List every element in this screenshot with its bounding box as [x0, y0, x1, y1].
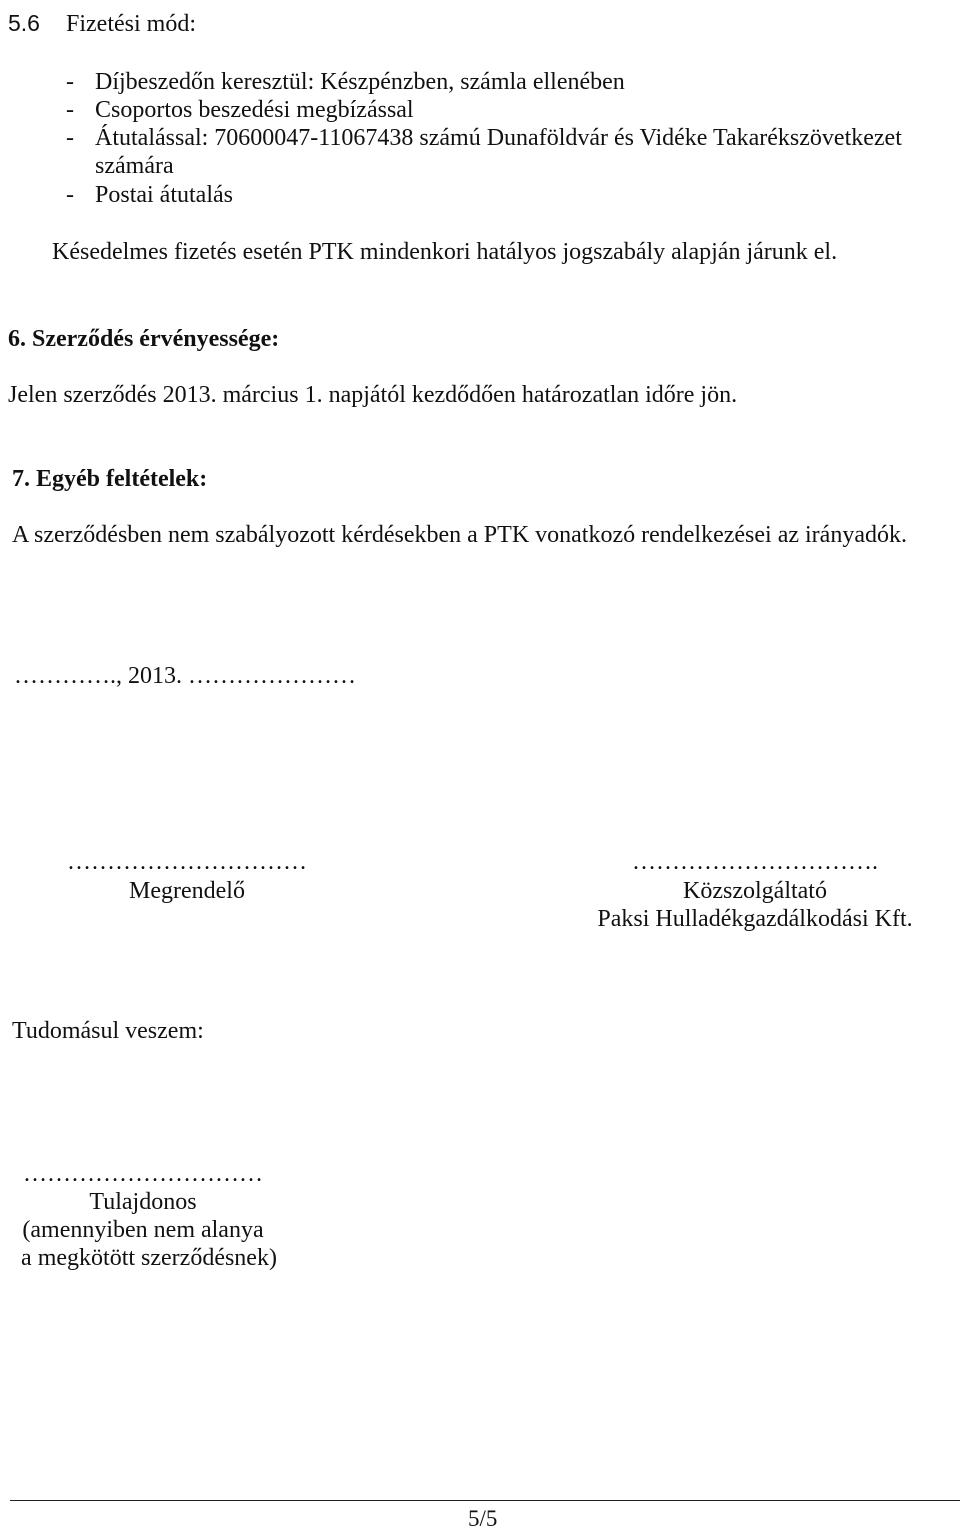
section-text: A szerződésben nem szabályozott kérdésekben a PTK vonatkozó rendelkezései az irányadók.: [12, 522, 907, 548]
signature-dots: …………………………: [67, 849, 307, 875]
signature-label: Megrendelő: [129, 878, 245, 904]
page-number: 5/5: [468, 1506, 498, 1531]
list-item: Díjbeszedőn keresztül: Készpénzben, számla ellenében: [95, 69, 625, 95]
acknowledgement-label: Tudomásul veszem:: [12, 1018, 204, 1044]
list-bullet: -: [66, 125, 74, 151]
signature-dots: ………………………….: [632, 849, 878, 875]
signature-dots: …………………………: [23, 1161, 263, 1187]
section-heading: 6. Szerződés érvényessége:: [8, 326, 280, 352]
list-bullet: -: [66, 69, 74, 95]
section-title: Fizetési mód:: [66, 11, 196, 37]
section-text: Jelen szerződés 2013. március 1. napjától kezdődően határozatlan időre jön.: [8, 382, 738, 408]
section-heading: 7. Egyéb feltételek:: [12, 466, 208, 492]
signature-note: a megkötött szerződésnek): [21, 1245, 277, 1271]
list-item: Csoportos beszedési megbízással: [95, 97, 414, 123]
date-line: …………., 2013. …………………: [14, 663, 356, 689]
section-number: 5.6: [8, 10, 40, 36]
company-name: Paksi Hulladékgazdálkodási Kft.: [597, 906, 913, 932]
signature-note: (amennyiben nem alanya: [22, 1217, 264, 1243]
signature-label: Közszolgáltató: [683, 878, 827, 904]
list-bullet: -: [66, 97, 74, 123]
late-payment-note: Késedelmes fizetés esetén PTK mindenkori hatályos jogszabály alapján járunk el.: [52, 239, 838, 265]
list-item: Postai átutalás: [95, 182, 233, 208]
signature-label: Tulajdonos: [89, 1189, 197, 1215]
list-item-continuation: számára: [95, 153, 174, 179]
list-bullet: -: [66, 182, 74, 208]
list-item: Átutalással: 70600047-11067438 számú Dunaföldvár és Vidéke Takarékszövetkezet: [95, 125, 902, 151]
footer-divider: [10, 1500, 960, 1501]
